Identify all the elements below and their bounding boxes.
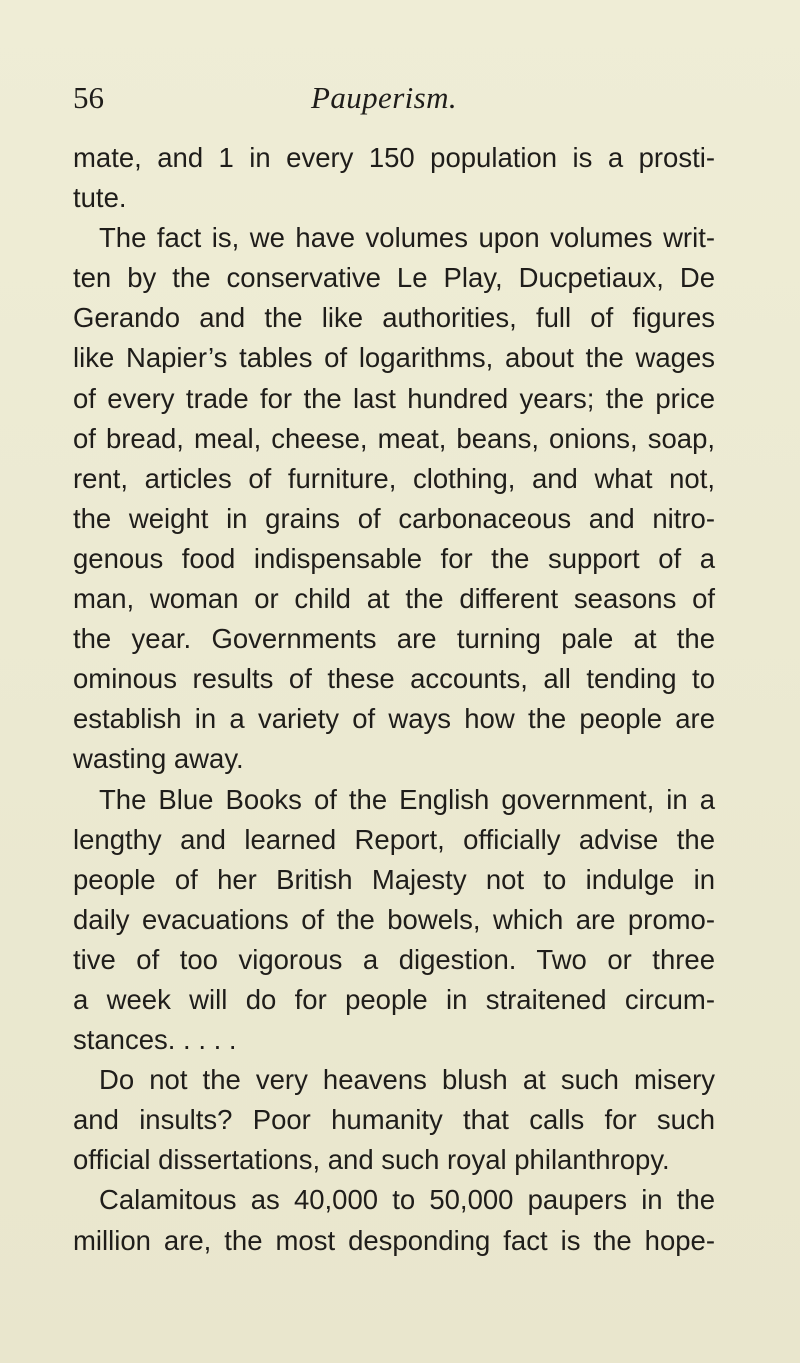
text-line: stances. . . . . (73, 1024, 237, 1056)
page-header (73, 80, 713, 120)
text-line: the weight in grains of carbonaceous and nitro- (73, 502, 715, 534)
text-line: Calamitous as 40,000 to 50,000 paupers in the (99, 1184, 715, 1216)
running-title: Pauperism. (311, 80, 458, 115)
text-line: man, woman or child at the different seasons of (73, 583, 715, 615)
text-line: of bread, meal, cheese, meat, beans, onions, soap, (73, 422, 715, 454)
text-line: tute. (73, 182, 127, 214)
text-line: ten by the conservative Le Play, Ducpetiaux, De (73, 262, 715, 294)
text-line: wasting away. (73, 743, 244, 775)
text-line: like Napier’s tables of logarithms, about the wages (73, 342, 715, 374)
text-line: The Blue Books of the English government, in a (99, 783, 715, 815)
text-line: Gerando and the like authorities, full of figures (73, 302, 715, 334)
text-line: Do not the very heavens blush at such misery (99, 1064, 715, 1096)
text-line: and insults? Poor humanity that calls for such (73, 1104, 715, 1136)
text-line: lengthy and learned Report, officially advise the (73, 823, 715, 855)
text-line: daily evacuations of the bowels, which are promo- (73, 903, 715, 935)
body-text (73, 138, 715, 1261)
text-line: people of her British Majesty not to indulge in (73, 863, 715, 895)
text-line: tive of too vigorous a digestion. Two or three (73, 943, 715, 975)
text-line: a week will do for people in straitened circum- (73, 983, 715, 1015)
text-line: establish in a variety of ways how the people are (73, 703, 715, 735)
text-line: million are, the most desponding fact is the hope- (73, 1224, 715, 1256)
page-number: 56 (73, 80, 104, 115)
text-line: rent, articles of furniture, clothing, and what not, (73, 462, 715, 494)
text-line: official dissertations, and such royal philanthropy. (73, 1144, 670, 1176)
text-line: the year. Governments are turning pale at the (73, 623, 715, 655)
text-line: genous food indispensable for the support of a (73, 542, 715, 574)
text-line: mate, and 1 in every 150 population is a prosti- (73, 142, 715, 173)
text-line: of every trade for the last hundred years; the price (73, 382, 715, 414)
text-line: ominous results of these accounts, all tending to (73, 663, 715, 695)
text-line: The fact is, we have volumes upon volumes writ- (99, 222, 715, 254)
